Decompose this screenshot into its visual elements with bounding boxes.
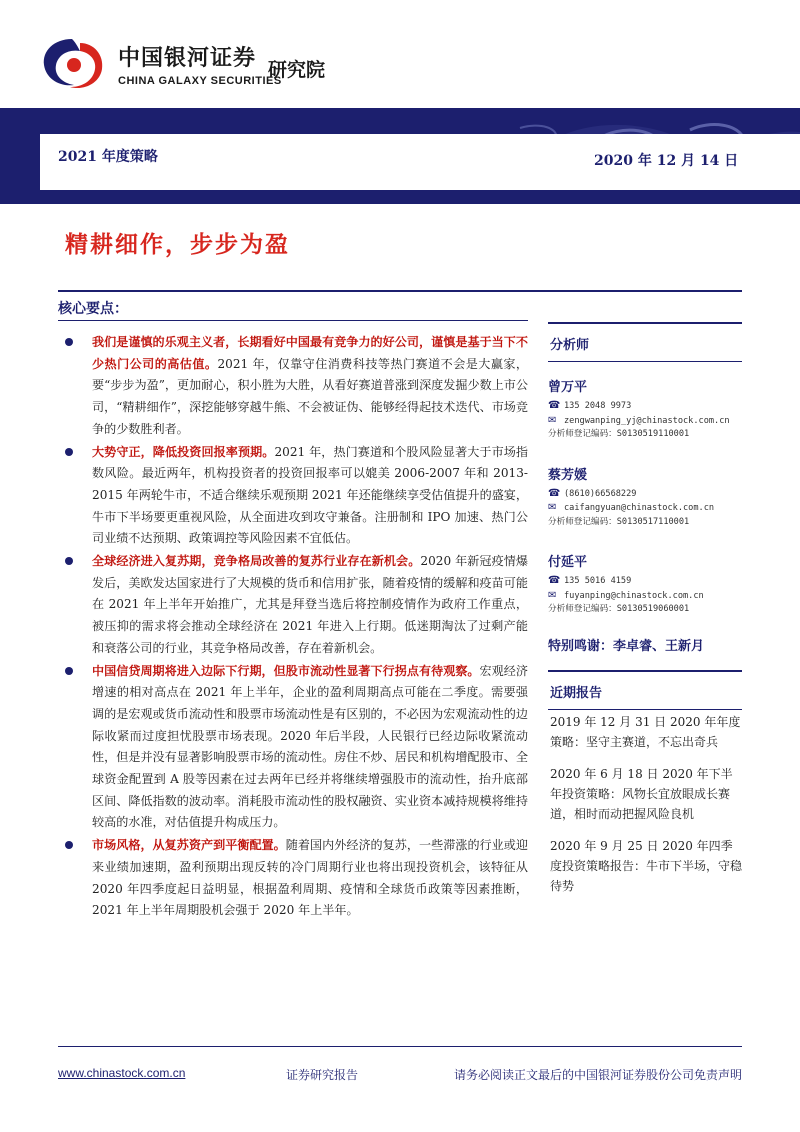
section-divider xyxy=(58,320,528,321)
website-link[interactable]: www.chinastock.com.cn xyxy=(58,1066,186,1080)
brand-logo xyxy=(36,33,356,95)
reports-heading-rule xyxy=(548,709,742,710)
list-item xyxy=(58,661,528,835)
analyst-email[interactable]: ✉ fuyanping@chinastock.com.cn xyxy=(548,589,704,601)
recent-reports-heading: 近期报告 xyxy=(550,685,603,701)
analyst-card xyxy=(548,376,742,442)
title-divider xyxy=(58,290,742,292)
logo-english-name: CHINA GALAXY SECURITIES xyxy=(118,75,282,87)
bullet-dot-icon xyxy=(65,557,73,565)
bullet-body: 2020 年新冠疫情爆发后，美欧发达国家进行了大规模的货币和信用扩张，随着疫情的缓解和疫苗可能在 2021 年上半年开始推广，尤其是拜登当选后将控制疫情作为政府工作重点，被压抑的需求将会推动全球经济在 2021 年进入上行期。低迷期淘汰了过剩产能和衰落公司的行业，其竞争格局改善，存在着新机会。 xyxy=(92,554,528,655)
disclaimer-notice: 请务必阅读正文最后的中国银河证券股份公司免责声明 xyxy=(454,1068,743,1082)
recent-report-link[interactable]: 2020 年 6 月 18 日 2020 年下半年投资策略：风物长宜放眼成长赛道，相时而动把握风险良机 xyxy=(550,767,733,821)
analyst-name: 付延平 xyxy=(548,555,588,570)
analyst-email[interactable]: ✉ caifangyuan@chinastock.com.cn xyxy=(548,502,715,513)
analyst-phone: ☎ 135 5016 4159 xyxy=(548,575,632,586)
analyst-cert: 分析师登记编码：S0130519060001 xyxy=(548,604,690,614)
phone-icon: ☎ xyxy=(548,575,561,586)
bullet-highlight: 全球经济进入复苏期，竞争格局改善的复苏行业存在新机会。 xyxy=(92,554,421,569)
analyst-name: 曾万平 xyxy=(548,380,588,395)
list-item xyxy=(58,551,528,660)
recent-report-link[interactable]: 2020 年 9 月 25 日 2020 年四季度投资策略报告：牛市下半场，守稳待势 xyxy=(550,839,743,893)
email-icon: ✉ xyxy=(548,589,557,601)
list-item xyxy=(58,332,528,441)
analyst-cert: 分析师登记编码：S0130517110001 xyxy=(548,516,690,527)
email-icon: ✉ xyxy=(548,414,557,426)
sidebar-heading-rule xyxy=(548,361,742,362)
email-icon: ✉ xyxy=(548,502,557,513)
bullet-body: 随着国内外经济的复苏，一些滞涨的行业或迎来业绩加速期，盈利预期出现反转的冷门周期行业也将出现投资机会，该特征从 2020 年四季度起日益明显，根据盈利周期、疫情和全球货币政策等因素推断，2021 年上半年周期股机会强于 2020 年上半年。 xyxy=(92,838,528,918)
document-type: 证券研究报告 xyxy=(286,1068,359,1082)
recent-reports-list xyxy=(550,712,742,908)
special-thanks: 特别鸣谢：李卓睿、王新月 xyxy=(548,638,705,654)
list-item xyxy=(58,835,528,922)
analyst-sidebar xyxy=(548,322,742,710)
bullet-body: 2021 年，热门赛道和个股风险显著大于市场指数风险。最近两年，机构投资者的投资回报率可以媲美 2006-2007 年和 2013-2015 年两轮牛市，不适合继续乐观预期 2021 年还能继续享受估值提升的盛宴，牛市下半场要更重视风险，从全面进攻到攻守兼备。注册制和 IPO 加速、热门公司业绩不达预期、政策调控等风险因素不宜低估。 xyxy=(92,444,528,546)
analyst-card xyxy=(548,551,742,617)
bullet-body: 宏观经济增速的相对高点在 2021 年上半年，企业的盈利周期高点可能在二季度。需要强调的是宏观或货币流动性和股票市场流动性是有区别的，不必因为宏观流动性的边际收紧而过度担忧股票市场表现。2020 年后半段，人民银行已经边际收紧流动性，但是并没有显著影响股票市场的流动性。房住不炒、居民和机构增配股市、全球资金配置到 A 股等因素在过去两年已经并将继续增强股市的流动性，抬升底部区间、降低指数的波动率。消耗股市流动性的股权融资、实业资本减持规模将维持较高的水准，对估值提升构成压力。 xyxy=(92,663,528,830)
section-heading-core-points: 核心要点： xyxy=(58,301,128,317)
core-points-list xyxy=(58,332,528,923)
bullet-dot-icon xyxy=(65,448,73,456)
bullet-highlight: 大势守正，降低投资回报率预期。 xyxy=(92,444,275,459)
logo-chinese-name: 中国银河证券 xyxy=(118,46,257,71)
bullet-highlight: 市场风格，从复苏资产到平衡配置。 xyxy=(92,838,286,853)
institute-label: 研究院 xyxy=(268,59,326,81)
bullet-body: 2021 年，仅靠守住消费科技等热门赛道不会是大赢家，要“步步为盈”，更加耐心，积小胜为大胜，从看好赛道普涨到深度发掘少数上市公司，“精耕细作”，深挖能够穿越牛熊、不会被证伪、能够经得起技术迭代、市场竞争的少数胜利者。 xyxy=(92,356,528,436)
analyst-name: 蔡芳媛 xyxy=(548,467,588,483)
analyst-card xyxy=(548,464,742,530)
bullet-highlight: 中国信贷周期将进入边际下行期，但股市流动性显著下行拐点有待观察。 xyxy=(92,663,480,678)
galaxy-logo-icon xyxy=(36,33,108,95)
analyst-cert: 分析师登记编码：S0130519110001 xyxy=(548,429,690,439)
phone-icon: ☎ xyxy=(548,400,561,411)
analyst-phone: ☎ (8610)66568229 xyxy=(548,487,637,499)
report-type: 2021 年度策略 xyxy=(58,149,158,165)
bullet-dot-icon xyxy=(65,841,73,849)
analyst-heading: 分析师 xyxy=(550,338,590,353)
bullet-highlight: 我们是谨慎的乐观主义者，长期看好中国最有竞争力的好公司，谨慎是基于当下不少热门公司的高估值。 xyxy=(92,335,528,371)
list-item xyxy=(58,442,528,551)
bullet-dot-icon xyxy=(65,667,73,675)
analyst-phone: ☎ 135 2048 9973 xyxy=(548,400,632,411)
phone-icon: ☎ xyxy=(548,487,561,499)
report-date: 2020 年 12 月 14 日 xyxy=(594,153,739,169)
footer-divider xyxy=(58,1046,742,1047)
analyst-email[interactable]: ✉ zengwanping_yj@chinastock.com.cn xyxy=(548,414,730,426)
page-title: 精耕细作，步步为盈 xyxy=(65,231,290,258)
bullet-dot-icon xyxy=(65,338,73,346)
recent-report-link[interactable]: 2019 年 12 月 31 日 2020 年年度策略：坚守主赛道，不忘出奇兵 xyxy=(550,715,741,749)
